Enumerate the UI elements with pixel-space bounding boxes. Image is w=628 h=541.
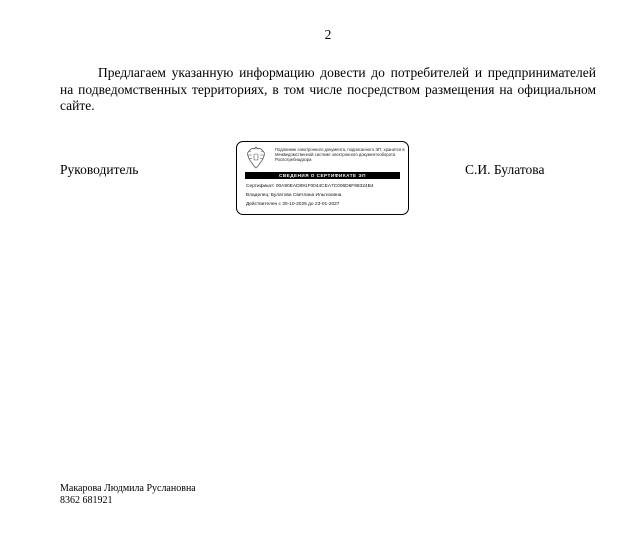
electronic-signature-stamp: [236, 141, 409, 215]
stamp-validity: Действителен с 30-10-2025 до 23-01-2027: [246, 202, 340, 207]
signatory-role: Руководитель: [60, 162, 139, 177]
stamp-header: Подлинник электронного документа, подписанного ЭП, хранится в Межведомственной системе электронного документооборота Роспотребнадзора: [275, 147, 405, 163]
executor-name: Макарова Людмила Руслановна: [60, 483, 196, 494]
body-paragraph: Предлагаем указанную информацию довести до потребителей и предпринимателей на подведомственных территориях, в том числе посредством размещения на официальном сайте.: [60, 65, 596, 113]
signatory-name: С.И. Булатова: [465, 162, 545, 177]
executor-block: [60, 483, 196, 506]
executor-phone: 8362 681921: [60, 494, 113, 506]
stamp-certificate: Сертификат: 00A90EAD891F0044CEA7C006D6F98324B4: [246, 184, 374, 189]
stamp-owner: Владелец: Булатова Светлана Ильгизовна: [246, 193, 342, 198]
coat-of-arms-icon: [245, 146, 267, 170]
page-number: 2: [324, 27, 332, 42]
stamp-title: СВЕДЕНИЯ О СЕРТИФИКАТЕ ЭП: [245, 172, 400, 179]
